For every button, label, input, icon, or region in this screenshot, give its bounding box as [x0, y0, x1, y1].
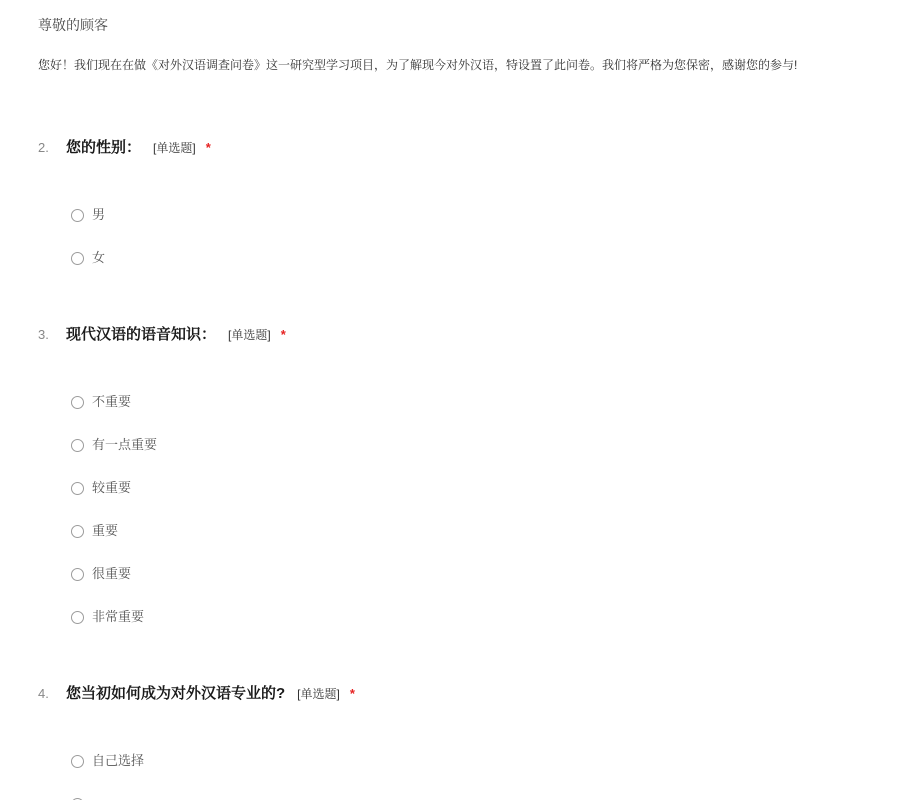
- radio-option[interactable]: [71, 248, 900, 268]
- radio-option[interactable]: [71, 751, 900, 771]
- radio-icon[interactable]: [71, 439, 84, 452]
- required-asterisk: *: [349, 686, 355, 701]
- radio-option[interactable]: [71, 564, 900, 584]
- option-label: 有一点重要: [92, 437, 158, 452]
- question-block-2: [38, 137, 900, 268]
- radio-option[interactable]: [71, 205, 900, 225]
- radio-option[interactable]: [71, 478, 900, 498]
- options-list: [71, 205, 900, 268]
- question-number: 2.: [38, 140, 49, 155]
- option-label: 很重要: [92, 566, 132, 581]
- option-label: 不重要: [92, 394, 132, 409]
- option-label: 男: [92, 207, 106, 222]
- question-text: 您当初如何成为对外汉语专业的?: [66, 685, 286, 702]
- radio-icon[interactable]: [71, 568, 84, 581]
- question-text: 现代汉语的语音知识：: [66, 326, 217, 343]
- radio-option[interactable]: [71, 435, 900, 455]
- form-title: 尊敬的顾客: [38, 17, 108, 33]
- required-asterisk: *: [280, 327, 286, 342]
- option-label: 较重要: [92, 480, 132, 495]
- radio-icon[interactable]: [71, 252, 84, 265]
- options-list: [71, 392, 900, 627]
- radio-icon[interactable]: [71, 611, 84, 624]
- question-block-4: [38, 683, 900, 800]
- question-heading: [38, 683, 900, 705]
- radio-icon[interactable]: [71, 209, 84, 222]
- radio-icon[interactable]: [71, 755, 84, 768]
- question-heading: [38, 324, 900, 346]
- radio-option[interactable]: [71, 607, 900, 627]
- required-asterisk: *: [205, 140, 211, 155]
- options-list: [71, 751, 900, 800]
- question-number: 3.: [38, 327, 49, 342]
- question-text: 您的性别：: [66, 139, 142, 156]
- question-type-tag: [单选题]: [228, 328, 271, 342]
- form-intro: 您好！我们现在在做《对外汉语调查问卷》这一研究型学习项目，为了解现今对外汉语，特设置了此问卷。我们将严格为您保密，感谢您的参与!: [38, 58, 798, 72]
- option-label: 女: [92, 250, 106, 265]
- question-block-3: [38, 324, 900, 627]
- question-type-tag: [单选题]: [297, 687, 340, 701]
- question-number: 4.: [38, 686, 49, 701]
- radio-option[interactable]: [71, 521, 900, 541]
- radio-icon[interactable]: [71, 482, 84, 495]
- radio-option[interactable]: [71, 392, 900, 412]
- option-label: 重要: [92, 523, 119, 538]
- option-label: 自己选择: [92, 753, 145, 768]
- question-type-tag: [单选题]: [153, 141, 196, 155]
- question-heading: [38, 137, 900, 159]
- radio-icon[interactable]: [71, 396, 84, 409]
- radio-option[interactable]: [71, 794, 900, 800]
- option-label: 非常重要: [92, 609, 145, 624]
- radio-icon[interactable]: [71, 525, 84, 538]
